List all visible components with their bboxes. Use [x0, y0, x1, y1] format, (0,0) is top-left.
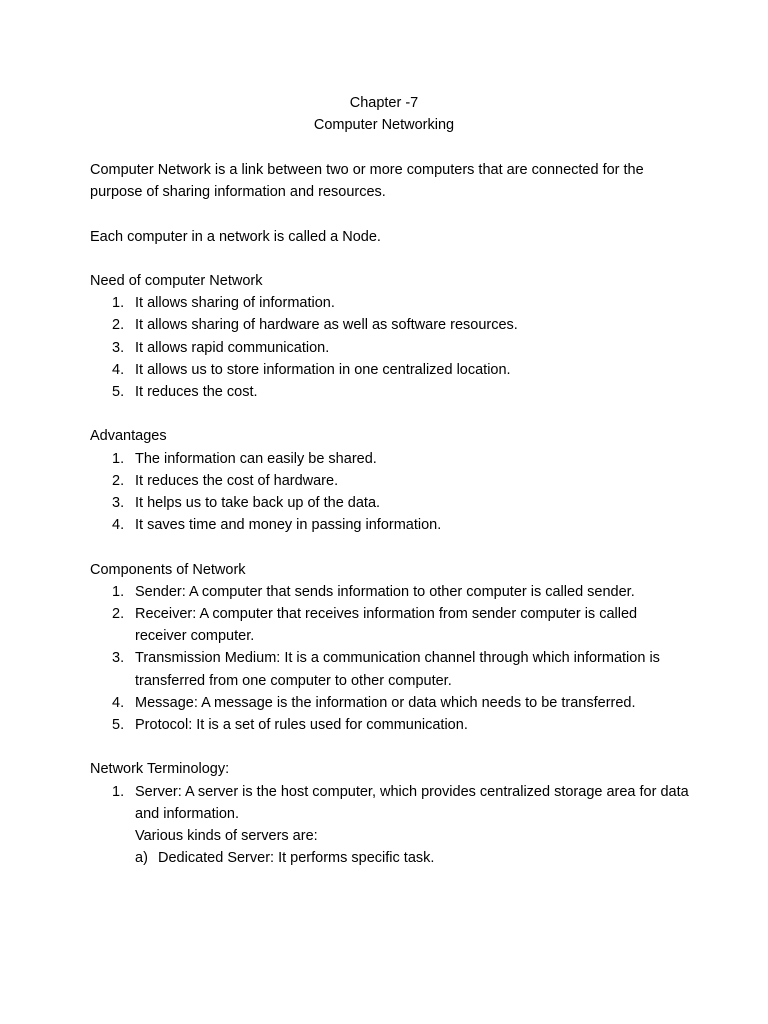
list-item: a) Dedicated Server: It performs specific task. — [135, 850, 435, 867]
advantages-heading: Advantages — [90, 428, 167, 445]
node-definition: Each computer in a network is called a Node. — [90, 228, 381, 245]
chapter-label: Chapter -7 — [349, 95, 419, 111]
list-item: 2. It reduces the cost of hardware. — [112, 472, 339, 489]
components-list — [90, 581, 690, 736]
advantages-list — [90, 448, 690, 537]
need-list — [90, 292, 690, 403]
components-heading: Components of Network — [90, 561, 246, 578]
list-item: 4. It saves time and money in passing information. — [112, 517, 442, 534]
list-item: 3. It helps us to take back up of the data. — [112, 495, 381, 511]
list-item: 3. Transmission Medium: It is a communication channel through which information is transferred from one computer to other computer. — [112, 650, 660, 689]
list-item: 2. It allows sharing of hardware as well as software resources. — [112, 317, 518, 334]
list-item: 1. It allows sharing of information. — [112, 295, 335, 312]
list-item: 5. It reduces the cost. — [112, 384, 258, 400]
terminology-heading: Network Terminology: — [90, 761, 230, 778]
need-heading: Need of computer Network — [90, 272, 263, 289]
list-item: 3. It allows rapid communication. — [112, 339, 330, 356]
list-item: 4. Message: A message is the information or data which needs to be transferred. — [112, 694, 636, 711]
title-block — [0, 92, 768, 136]
network-definition: Computer Network is a link between two or more computers that are connected for the purpose of sharing information and resources. — [90, 162, 644, 201]
list-item: 1. Server: A server is the host computer, which provides centralized storage area for data and information. — [112, 783, 689, 822]
list-item: 1. The information can easily be shared. — [112, 450, 377, 467]
list-item: 1. Sender: A computer that sends information to other computer is called sender. — [112, 583, 635, 600]
page-title: Computer Networking — [313, 117, 455, 134]
terminology-list — [90, 781, 690, 825]
document-body — [90, 159, 690, 869]
list-item: 2. Receiver: A computer that receives information from sender computer is called receiver computer. — [112, 606, 638, 645]
list-item: 4. It allows us to store information in one centralized location. — [112, 361, 511, 378]
list-item: 5. Protocol: It is a set of rules used for communication. — [112, 717, 468, 734]
servers-intro: Various kinds of servers are: — [135, 828, 318, 845]
